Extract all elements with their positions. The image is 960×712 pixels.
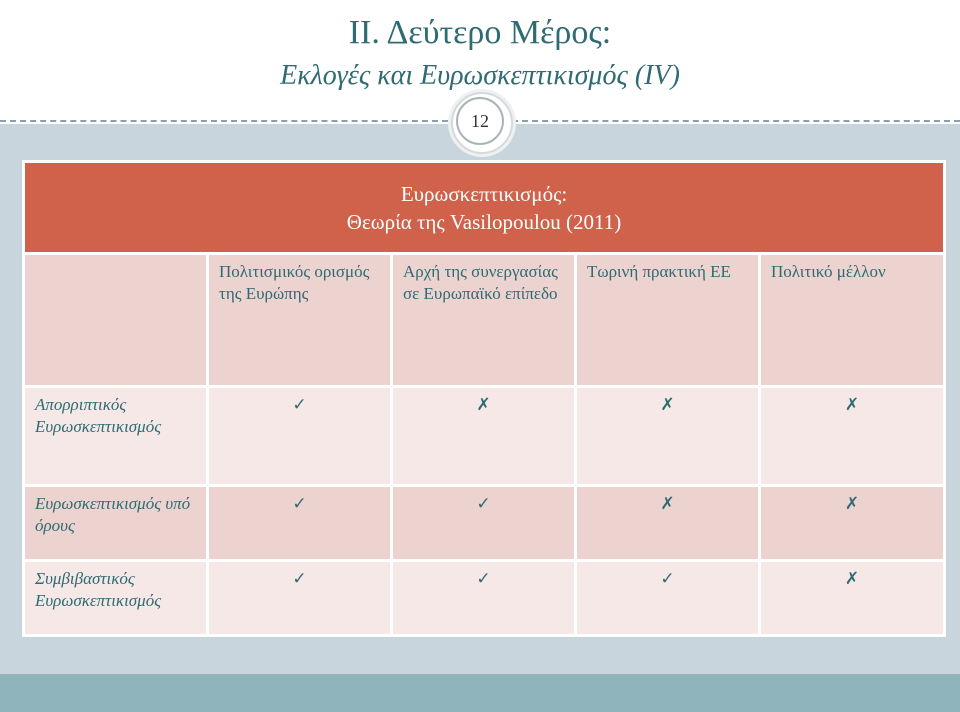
check-mark: ✓ (208, 561, 392, 636)
slide-subtitle: Εκλογές και Ευρωσκεπτικισμός (IV) (280, 60, 680, 91)
cross-mark: ✗ (576, 486, 760, 561)
cross-mark: ✗ (392, 387, 576, 486)
column-header: Αρχή της συνεργασίας σε Ευρωπαϊκό επίπεδο (392, 254, 576, 387)
column-header-row (24, 254, 945, 387)
cross-mark: ✗ (576, 387, 760, 486)
table-heading-line1: Ευρωσκεπτικισμός: (400, 181, 568, 206)
check-mark: ✓ (208, 387, 392, 486)
check-mark: ✓ (392, 486, 576, 561)
cross-mark: ✗ (760, 486, 945, 561)
row-label: Ευρωσκεπτικισμός υπό όρους (24, 486, 208, 561)
check-mark: ✓ (208, 486, 392, 561)
cross-mark: ✗ (760, 387, 945, 486)
column-header-empty (24, 254, 208, 387)
divider-left (0, 120, 448, 122)
check-mark: ✓ (576, 561, 760, 636)
row-label: Συμβιβαστικός Ευρωσκεπτικισμός (24, 561, 208, 636)
footer-bar (0, 674, 960, 712)
row-label: Απορριπτικός Ευρωσκεπτικισμός (24, 387, 208, 486)
column-header: Τωρινή πρακτική ΕΕ (576, 254, 760, 387)
table-row (24, 387, 945, 486)
check-mark: ✓ (392, 561, 576, 636)
table-heading-line2: Θεωρία της Vasilopoulou (2011) (346, 209, 622, 234)
slide-title: ΙΙ. Δεύτερο Μέρος: (348, 14, 612, 51)
column-header: Πολιτισμικός ορισμός της Ευρώπης (208, 254, 392, 387)
column-header: Πολιτικό μέλλον (760, 254, 945, 387)
cross-mark: ✗ (760, 561, 945, 636)
page-number-badge (451, 92, 513, 154)
divider-right (512, 120, 960, 122)
table-row (24, 561, 945, 636)
page-number: 12 (456, 97, 504, 145)
table-heading (24, 162, 945, 254)
eurosceptic-table (22, 160, 946, 637)
table-row (24, 486, 945, 561)
